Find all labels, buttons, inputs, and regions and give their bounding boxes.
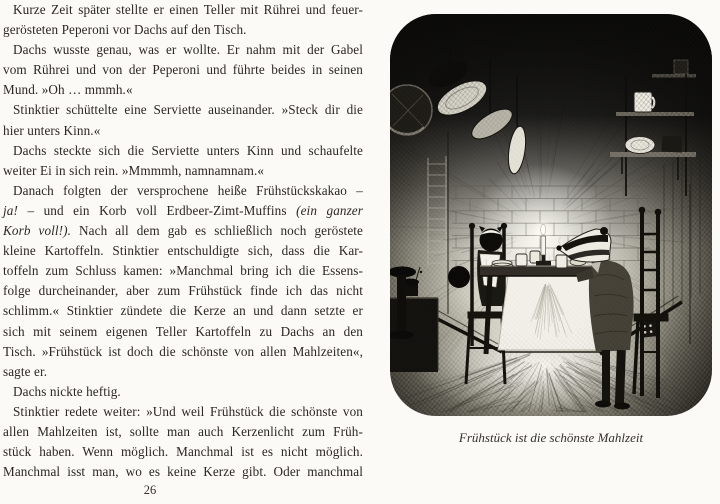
text-line: schlimm.« Stinktier zündete die Kerze an und dann setzte er	[3, 303, 363, 319]
illustration-svg	[390, 14, 712, 416]
text-line: gerösteten Peperoni vor Dachs auf den Tisch.	[3, 22, 247, 38]
text-line: Dachs steckte sich die Serviette unters Kinn und schaufelte	[13, 142, 363, 158]
text-line: Stinktier schüttelte eine Serviette auseinander. »Steck dir die	[13, 102, 363, 118]
text-line: Dachs nickte heftig.	[13, 383, 121, 399]
illustration	[390, 14, 712, 416]
illustration-caption: Frühstück ist die schönste Mahlzeit	[458, 430, 644, 445]
text-line: Tisch. »Frühstück ist doch die schönste von allen Mahlzeiten«,	[3, 343, 363, 359]
text-column	[3, 0, 363, 482]
text-line: kleine Kartoffeln. Stinktier entschuldigte sich, dass die Kar-	[3, 243, 363, 259]
text-line: Korb voll!). Nach all dem gab es schließlich noch geröstete	[3, 223, 363, 239]
text-line: hier unters Kinn.«	[3, 122, 101, 138]
text-line: weiter Ei in sich rein. »Mmmmh, namnamnam.«	[3, 162, 265, 178]
text-line: sagte er.	[3, 363, 48, 379]
text-line: stück haben. Wenn möglich. Manchmal ist es nicht möglich.	[3, 444, 363, 460]
text-line: Danach folgten der versprochene heiße Frühstückskakao –	[13, 182, 363, 198]
text-line: toffeln zum Schluss kamen: »Manchmal bring ich die Essens-	[3, 263, 363, 279]
hatch-layer-b	[390, 14, 712, 416]
text-line: allen Mahlzeiten ist, sollte man auch Kerzenlicht zum Früh-	[3, 423, 363, 439]
text-line: Stinktier redete weiter: »Und weil Frühstück die schönste von	[13, 403, 363, 419]
text-line: Manchmal isst man, wo es keine Kerze gibt. Oder manchmal	[3, 464, 363, 480]
text-line: folge durcheinander, aber zum Frühstück finde ich das nicht	[3, 283, 363, 299]
text-line: Kurze Zeit später stellte er einen Teller mit Rührei und feuer-	[13, 2, 363, 17]
text-line: vom Rührei und von der Peperoni und führte beides in seinen	[3, 62, 363, 78]
text-line: ja! – und ein Korb voll Erdbeer-Zimt-Muffins (ein ganzer	[3, 202, 363, 218]
text-line: Dachs wusste genau, was er wollte. Er nahm mit der Gabel	[13, 42, 363, 58]
text-line: Mund. »Oh … mmmh.«	[3, 82, 133, 98]
page-number: 26	[143, 483, 157, 497]
text-line: sich mit seinem eigenen Teller Kartoffeln zu Dachs an den	[3, 323, 363, 339]
